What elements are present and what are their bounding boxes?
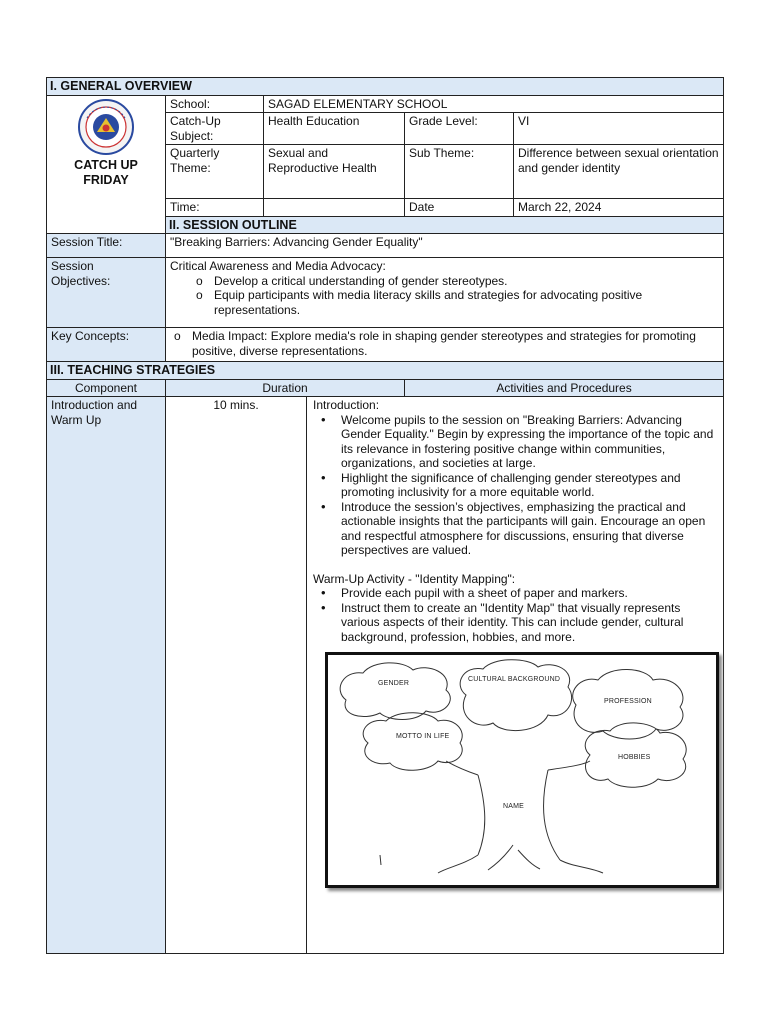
objectives-list <box>170 274 719 318</box>
school-value: SAGAD ELEMENTARY SCHOOL <box>264 95 724 113</box>
lesson-plan-document <box>46 77 723 954</box>
objectives-cell <box>166 258 724 328</box>
activities-cell <box>307 397 724 953</box>
identity-map-figure <box>325 652 719 888</box>
list-item: • Welcome pupils to the session on "Breaking Barriers: Advancing Gender Equality." Begin by expressing the importance of the topic and its relevance in fostering positive change within communities, organizations, and societies at large. <box>341 413 719 471</box>
objectives-label <box>47 258 166 328</box>
session-title-value: "Breaking Barriers: Advancing Gender Equality" <box>166 234 724 258</box>
list-item: o Equip participants with media literacy skills and strategies for advocating positive representations. <box>214 288 719 317</box>
intro-heading: Introduction: <box>313 398 380 412</box>
theme-label: Quarterly Theme: <box>166 145 264 199</box>
date-label: Date <box>405 199 514 217</box>
section-general-overview-heading: I. GENERAL OVERVIEW <box>47 78 724 96</box>
time-label: Time: <box>166 199 264 217</box>
component-cell <box>47 397 166 953</box>
list-item: • Instruct them to create an "Identity Map" that visually represents various aspects of their identity. This can include gender, cultural background, profession, hobbies, and more. <box>341 601 719 645</box>
subtheme-label: Sub Theme: <box>405 145 514 199</box>
duration-cell: 10 mins. <box>166 397 307 953</box>
warmup-heading: Warm-Up Activity - "Identity Mapping": <box>313 571 516 586</box>
objectives-intro: Critical Awareness and Media Advocacy: <box>170 259 386 273</box>
gender-label: GENDER <box>378 680 410 687</box>
list-item: o Media Impact: Explore media's role in shaping gender stereotypes and strategies for promoting positive, diverse representations. <box>192 329 719 358</box>
theme-value: Sexual and Reproductive Health <box>264 145 405 199</box>
key-concepts-list <box>170 329 719 358</box>
key-concepts-cell <box>166 328 724 362</box>
subject-value: Health Education <box>264 113 405 145</box>
column-header-component: Component <box>47 379 166 397</box>
subject-label: Catch-Up Subject: <box>166 113 264 145</box>
grade-value: VI <box>514 113 724 145</box>
section-session-outline-heading: II. SESSION OUTLINE <box>166 216 724 234</box>
cultural-background-label: CULTURAL BACKGROUND <box>468 676 561 683</box>
objectives-label-text: Session Objectives: <box>51 259 111 288</box>
column-header-activities: Activities and Procedures <box>405 379 724 397</box>
section-teaching-strategies-heading: III. TEACHING STRATEGIES <box>47 362 724 380</box>
list-item: o Develop a critical understanding of gender stereotypes. <box>214 274 719 289</box>
key-concepts-label: Key Concepts: <box>47 328 166 362</box>
hobbies-label: HOBBIES <box>618 754 651 761</box>
school-label: School: <box>166 95 264 113</box>
motto-label: MOTTO IN LIFE <box>396 733 450 740</box>
component-text: Introduction and Warm Up <box>51 398 138 427</box>
list-item: • Provide each pupil with a sheet of paper and markers. <box>341 586 719 601</box>
catch-up-friday-label: CATCH UP FRIDAY <box>74 157 138 187</box>
warmup-list <box>313 586 719 644</box>
intro-list <box>313 413 719 558</box>
profession-label: PROFESSION <box>604 698 652 705</box>
date-value: March 22, 2024 <box>514 199 724 217</box>
strategies-table <box>46 397 724 954</box>
time-value <box>264 199 405 217</box>
list-item: • Introduce the session’s objectives, emphasizing the practical and actionable insights that the participants will gain. Encourage an open and respectful atmosphere for discussions, ensuring that diverse perspectives are valued. <box>341 500 719 558</box>
overview-table <box>46 77 724 397</box>
list-item: • Highlight the significance of challenging gender stereotypes and promoting inclusivity for a more equitable world. <box>341 471 719 500</box>
logo-cell <box>47 95 166 234</box>
name-label: NAME <box>503 803 525 810</box>
column-header-duration: Duration <box>166 379 405 397</box>
deped-seal-icon <box>77 98 135 156</box>
grade-label: Grade Level: <box>405 113 514 145</box>
subtheme-value: Difference between sexual orientation and gender identity <box>514 145 724 199</box>
session-title-label: Session Title: <box>47 234 166 258</box>
